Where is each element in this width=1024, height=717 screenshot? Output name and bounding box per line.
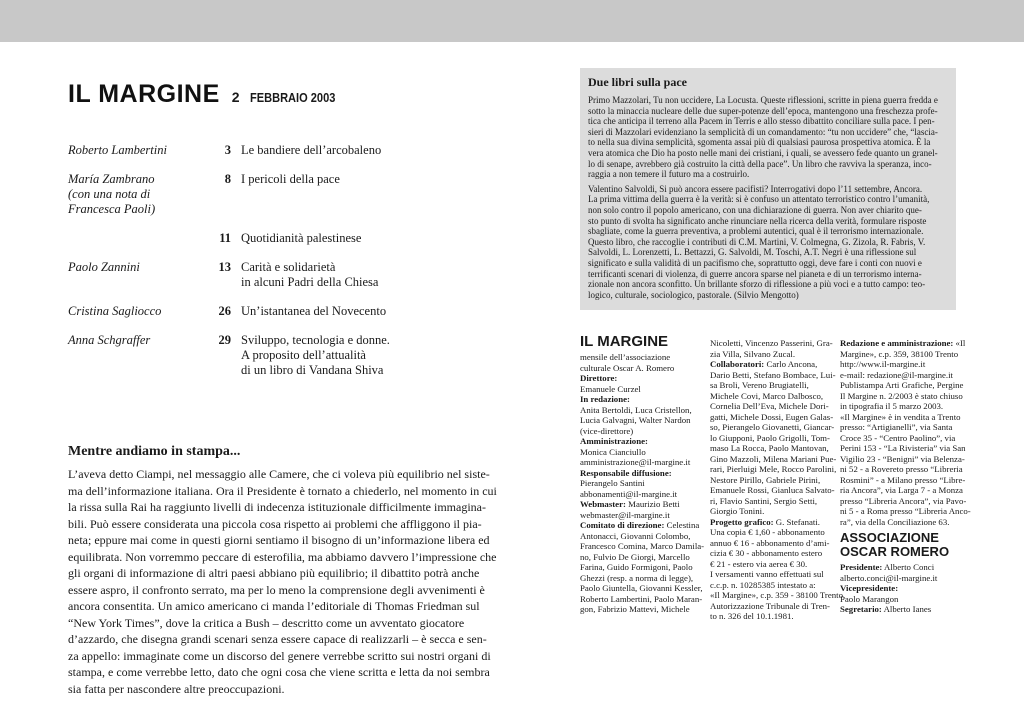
toc-article-title: Le bandiere dell’arcobaleno xyxy=(241,143,382,157)
book-review-heading: Due libri sulla pace xyxy=(588,75,688,89)
text-line: rari, Pierluigi Mele, Rocco Parolini, xyxy=(710,464,837,474)
text-line: Progetto grafico: G. Stefanati. xyxy=(710,516,821,527)
text-line: Paolo Giuntella, Giovanni Kessler, xyxy=(580,583,703,593)
text-line: Farina, Guido Formigoni, Paolo xyxy=(580,562,693,572)
text-line: maso La Rocca, Paolo Mantovan, xyxy=(710,443,829,453)
text-line: Amministrazione: xyxy=(580,436,648,446)
issue-number: 2 xyxy=(231,89,240,105)
text-line: Dario Betti, Stefano Bombace, Lui- xyxy=(710,369,836,380)
toc-author: Anna Schgraffer xyxy=(68,333,151,347)
text-line: Primo Mazzolari, Tu non uccidere, La Locusta. Queste riflessioni, scritte in piena guerra fredda e xyxy=(588,95,938,105)
toc-entry xyxy=(68,260,408,290)
text-line: Margine», c.p. 359, 38100 Trento xyxy=(840,348,959,359)
text-line: Responsabile diffusione: xyxy=(580,467,672,478)
text-line: Rosmini” - a Milano presso “Libre- xyxy=(840,474,966,485)
text-line: In redazione: xyxy=(580,394,630,404)
text-line: alberto.conci@il-margine.it xyxy=(840,572,938,583)
toc-page-number: 26 xyxy=(218,304,231,318)
editorial-heading: Mentre andiamo in stampa... xyxy=(68,444,241,459)
text-line: Vigilio 23 - “Benigni” via Belenza- xyxy=(840,453,965,464)
text-line: Gino Mazzoli, Milena Mariani Pue- xyxy=(710,453,837,464)
text-line: presso “Libreria Ancora”, via Pavo- xyxy=(840,495,967,506)
text-line: ra”, via della Conciliazione 63. xyxy=(840,516,950,527)
text-line: culturale Oscar A. Romero xyxy=(580,362,675,373)
toc-author xyxy=(68,231,211,246)
text-line: € 21 - estero via aerea € 30. xyxy=(710,558,808,569)
colophon-column-1 xyxy=(580,334,705,615)
text-line: Vicepresidente: xyxy=(840,583,899,593)
text-line: L’aveva detto Ciampi, nel messaggio alle Camere, che ci voleva più equilibrio nel siste- xyxy=(68,467,490,481)
text-line: (vice-direttore) xyxy=(580,425,634,436)
text-line: Direttore: xyxy=(580,373,618,383)
text-line: ri, Flavio Santini, Sergio Setti, xyxy=(710,495,818,506)
book-review-box xyxy=(580,68,956,310)
text-line: Emanuele Curzel xyxy=(580,383,641,394)
text-line: Pierangelo Santini xyxy=(580,478,645,488)
text-line: zionale non ancora sconfitto. Un brillante sforzo di riflessione a più voci e a tutto campo: teo- xyxy=(588,279,926,290)
toc-article-title: Carità e solidarietà in alcuni Padri della Chiesa xyxy=(241,260,379,289)
top-gray-bar xyxy=(0,0,1024,42)
text-line: logico, culturale, sociologico, pastorale. (Silvio Mengotto) xyxy=(588,289,799,300)
text-line: bili. Può essere considerata una piccola cosa rispetto ai problemi che affliggono il pia- xyxy=(68,516,482,531)
toc-entry xyxy=(68,172,408,217)
toc-page-number: 8 xyxy=(224,172,231,186)
text-line: lo Giupponi, Paolo Grigolli, Tom- xyxy=(710,432,830,443)
toc-page-number: 13 xyxy=(218,260,231,274)
text-line: Il Margine n. 2/2003 è stato chiuso xyxy=(840,390,963,401)
text-line: Monica Cianciullo xyxy=(580,446,646,457)
text-line: ma dell’informazione italiana. Ora il Presidente è tornato a chiederlo, nel momento in cui xyxy=(68,483,497,498)
text-line: ancora consentita. Un amico americano ci manda l’editoriale di Thomas Friedman sul xyxy=(68,599,480,613)
toc-author: Paolo Zannini xyxy=(68,260,140,274)
text-line: webmaster@il-margine.it xyxy=(580,509,670,520)
masthead xyxy=(68,80,350,109)
text-line: Lucia Galvagni, Walter Nardon xyxy=(580,415,691,425)
text-line: sotto la minaccia nucleare delle due super-potenze dell’epoca, mantengono una freschezza profe- xyxy=(588,105,938,116)
text-line: Publistampa Arti Grafiche, Pergine xyxy=(840,380,964,390)
text-line: terrificanti scenari di violenza, di guerre ancora sparse nel pianeta e di un terrorismo interna- xyxy=(588,268,922,279)
toc-page-number: 11 xyxy=(219,231,231,245)
text-line: “New York Times”, dove la critica a Bush – descritto come un avventato giocatore xyxy=(68,615,465,630)
toc-article-title: Sviluppo, tecnologia e donne. A proposito dell’attualità di un libro di Vandana Shiva xyxy=(241,333,390,377)
text-line: Questo libro, che raccoglie i contributi di C.M. Martini, V. Colmegna, G. Zizola, R. Fabris, V. xyxy=(588,236,926,247)
text-line: amministrazione@il-margine.it xyxy=(580,457,691,467)
text-line: Emanuele Rossi, Gianluca Salvato- xyxy=(710,485,835,495)
text-line: equilibrata. Non vorremmo peccare di esterofilia, ma abbiamo davvero l’impressione che xyxy=(68,549,497,564)
text-line: Valentino Salvoldi, Si può ancora essere pacifisti? Interrogativi dopo l’11 settembre, Ancora. xyxy=(588,183,923,194)
text-line: d’azzardo, che disegna grandi scenari senza essere capace di realizzarli – è secca e sen- xyxy=(68,632,487,646)
text-line: annuo € 16 - abbonamento d’ami- xyxy=(710,537,830,548)
text-line: I versamenti vanno effettuati sul xyxy=(710,569,824,579)
text-line: vera atomica che Dio ha posto nelle mani dei cristiani, i quali, se avessero fede quanto un granel- xyxy=(588,147,938,158)
text-line: Presidente: Alberto Conci xyxy=(840,562,935,572)
text-line: Webmaster: Maurizio Betti xyxy=(580,499,680,509)
text-line: sieri di Mazzolari evidenziano la semplicità di un comandamento: “tu non uccidere” che, “lascia- xyxy=(588,126,938,137)
text-line: presso: “Artigianelli”, via Santa xyxy=(840,422,953,432)
text-line: to n. 326 del 10.1.1981. xyxy=(710,611,794,621)
text-line: essere aspro, il confronto serrato, ma per lo meno la comprensione degli avvenimenti è xyxy=(68,582,485,597)
text-line: stampa, e come verrebbe letto, dato che ogni cosa che viene scritta e letta da noi sembra xyxy=(68,665,490,679)
text-line: Perini 153 - “La Rivisteria” via San xyxy=(840,443,966,453)
toc-author: María Zambrano (con una nota di Francesca Paoli) xyxy=(68,172,156,216)
toc-author: Roberto Lambertini xyxy=(68,143,167,157)
colophon-brand: IL MARGINE xyxy=(580,333,669,350)
review-salvoldi xyxy=(588,184,948,301)
text-line: tica che anticipa il terreno alla Pacem in Terris e allo stesso dibattito conciliare sulla pace. I pen- xyxy=(588,116,935,127)
text-line: Comitato di direzione: Celestina xyxy=(580,520,700,530)
association-name: ASSOCIAZIONE OSCAR ROMERO xyxy=(840,530,950,559)
text-line: Ghezzi (resp. a norma di legge), xyxy=(580,572,694,583)
issue-date: FEBBRAIO 2003 xyxy=(249,90,335,105)
text-line: gli organi di informazione di altri paesi abbiano più equilibrio; il dibattito potrà anche xyxy=(68,566,480,580)
text-line: c.c.p. n. 10285385 intestato a: xyxy=(710,579,816,590)
toc-entry xyxy=(68,143,408,158)
text-line: Paolo Marangon xyxy=(840,593,899,604)
table-of-contents xyxy=(68,143,408,392)
toc-article-title: Un’istantanea del Novecento xyxy=(241,304,387,318)
text-line: ria Ancora”, via Larga 7 - a Monza xyxy=(840,485,963,495)
text-line: «Il Margine» è in vendita a Trento xyxy=(840,411,961,422)
text-line: za appello: immaginate come un discorso del genere verrebbe scritto sui nostri organi di xyxy=(68,648,491,663)
text-line: gatti, Michele Dossi, Eugen Galas- xyxy=(710,411,834,422)
text-line: zia Villa, Silvano Zucal. xyxy=(710,348,796,359)
toc-article-title: Quotidianità palestinese xyxy=(241,231,362,245)
text-line: sto punto di svolta ha significato anche rinunciare nella ricerca della verità, formulare risposte xyxy=(588,215,927,226)
text-line: Una copia € 1,60 - abbonamento xyxy=(710,527,825,537)
text-line: Michele Covi, Marco Dalbosco, xyxy=(710,390,824,401)
text-line: gon, Fabrizio Mattevi, Michele xyxy=(580,604,690,614)
text-line: Collaboratori: Carlo Ancona, xyxy=(710,359,818,369)
text-line: ni 5 - a Roma presso “Libreria Anco- xyxy=(840,506,971,516)
text-line: Segretario: Alberto Ianes xyxy=(840,604,932,614)
editorial-body xyxy=(68,466,497,697)
text-line: so, Pierangelo Giovanetti, Giancar- xyxy=(710,422,835,432)
text-line: raggia a non temere il futuro ma a costruirlo. xyxy=(588,169,750,180)
text-line: sia fatta per nascondere altre preoccupazioni. xyxy=(68,681,285,696)
text-line: Francesco Comina, Marco Damila- xyxy=(580,541,705,551)
text-line: La prima vittima della guerra è la verità: si è confuso un attentato terroristico contro l’umanità, xyxy=(588,194,930,205)
magazine-title: IL MARGINE xyxy=(68,80,220,108)
text-line: mensile dell’associazione xyxy=(580,352,671,362)
text-line: e-mail: redazione@il-margine.it xyxy=(840,369,953,380)
text-line: Nicoletti, Vincenzo Passerini, Gra- xyxy=(710,338,833,348)
text-line: http://www.il-margine.it xyxy=(840,359,926,369)
text-line: cizia € 30 - abbonamento estero xyxy=(710,548,823,558)
editorial-note xyxy=(68,444,497,697)
text-line: lo di senape, avrebbero già costruito la città della pace”. Un libro che ravviva la speranza, inco- xyxy=(588,158,932,169)
text-line: Autorizzazione Tribunale di Tren- xyxy=(710,600,830,611)
text-line: ni 52 - a Rovereto presso “Libreria xyxy=(840,464,963,474)
text-line: Giorgio Tonini. xyxy=(710,506,765,516)
review-mazzolari xyxy=(588,95,948,180)
text-line: in tipografia il 5 marzo 2003. xyxy=(840,401,944,411)
text-line: «Il Margine», c.p. 359 - 38100 Trento. xyxy=(710,590,846,600)
colophon-column-3 xyxy=(840,338,970,615)
text-line: significato e sulla validità di un pacifismo che, soprattutto oggi, deve fare i conti con nuovi e xyxy=(588,257,922,268)
text-line: sbagliate, come la guerra preventiva, a problemi autentici, qual è il terrorismo internazionale. xyxy=(588,226,924,237)
text-line: Roberto Lambertini, Paolo Maran- xyxy=(580,593,703,604)
toc-page-number: 29 xyxy=(218,333,231,347)
text-line: Croce 35 - “Centro Paolino”, via xyxy=(840,432,956,443)
text-line: neta; eppure mai come in questi giorni sentiamo il bisogno di un’informazione libera ed xyxy=(68,533,490,547)
text-line: Antonacci, Giovanni Colombo, xyxy=(580,530,691,541)
text-line: no, Fulvio De Giorgi, Marcello xyxy=(580,551,690,562)
text-line: Salvoldi, L. Lorenzetti, L. Bettazzi, G. Salvoldi, M. Toschi, A.T. Negri è una riflessione sul xyxy=(588,247,917,258)
toc-entry xyxy=(68,333,408,378)
text-line: la rissa sulla Rai ha raggiunto livelli di indecenza istituzionale difficilmente immagina- xyxy=(68,500,486,514)
text-line: abbonamenti@il-margine.it xyxy=(580,488,678,499)
text-line: sa Broli, Vereno Brugiatelli, xyxy=(710,380,809,390)
text-line: Cornelia Dell’Eva, Michele Dori- xyxy=(710,401,829,411)
text-line: non solo contro il popolo americano, con una dichiarazione di guerra. Non aver chiarito que- xyxy=(588,204,922,215)
text-line: to nella sua divina semplicità, sgomenta assai più di qualsiasi paurosa prospettiva atomica. È la xyxy=(588,137,931,148)
toc-article-title: I pericoli della pace xyxy=(241,172,340,186)
text-line: Redazione e amministrazione: «Il xyxy=(840,338,966,348)
colophon-column-2 xyxy=(710,338,846,622)
toc-entry xyxy=(68,304,408,319)
toc-author: Cristina Sagliocco xyxy=(68,304,162,318)
text-line: Nestore Pirillo, Gabriele Pirini, xyxy=(710,474,821,485)
toc-page-number: 3 xyxy=(224,143,231,157)
text-line: Anita Bertoldi, Luca Cristellon, xyxy=(580,404,692,415)
toc-entry xyxy=(68,231,408,246)
